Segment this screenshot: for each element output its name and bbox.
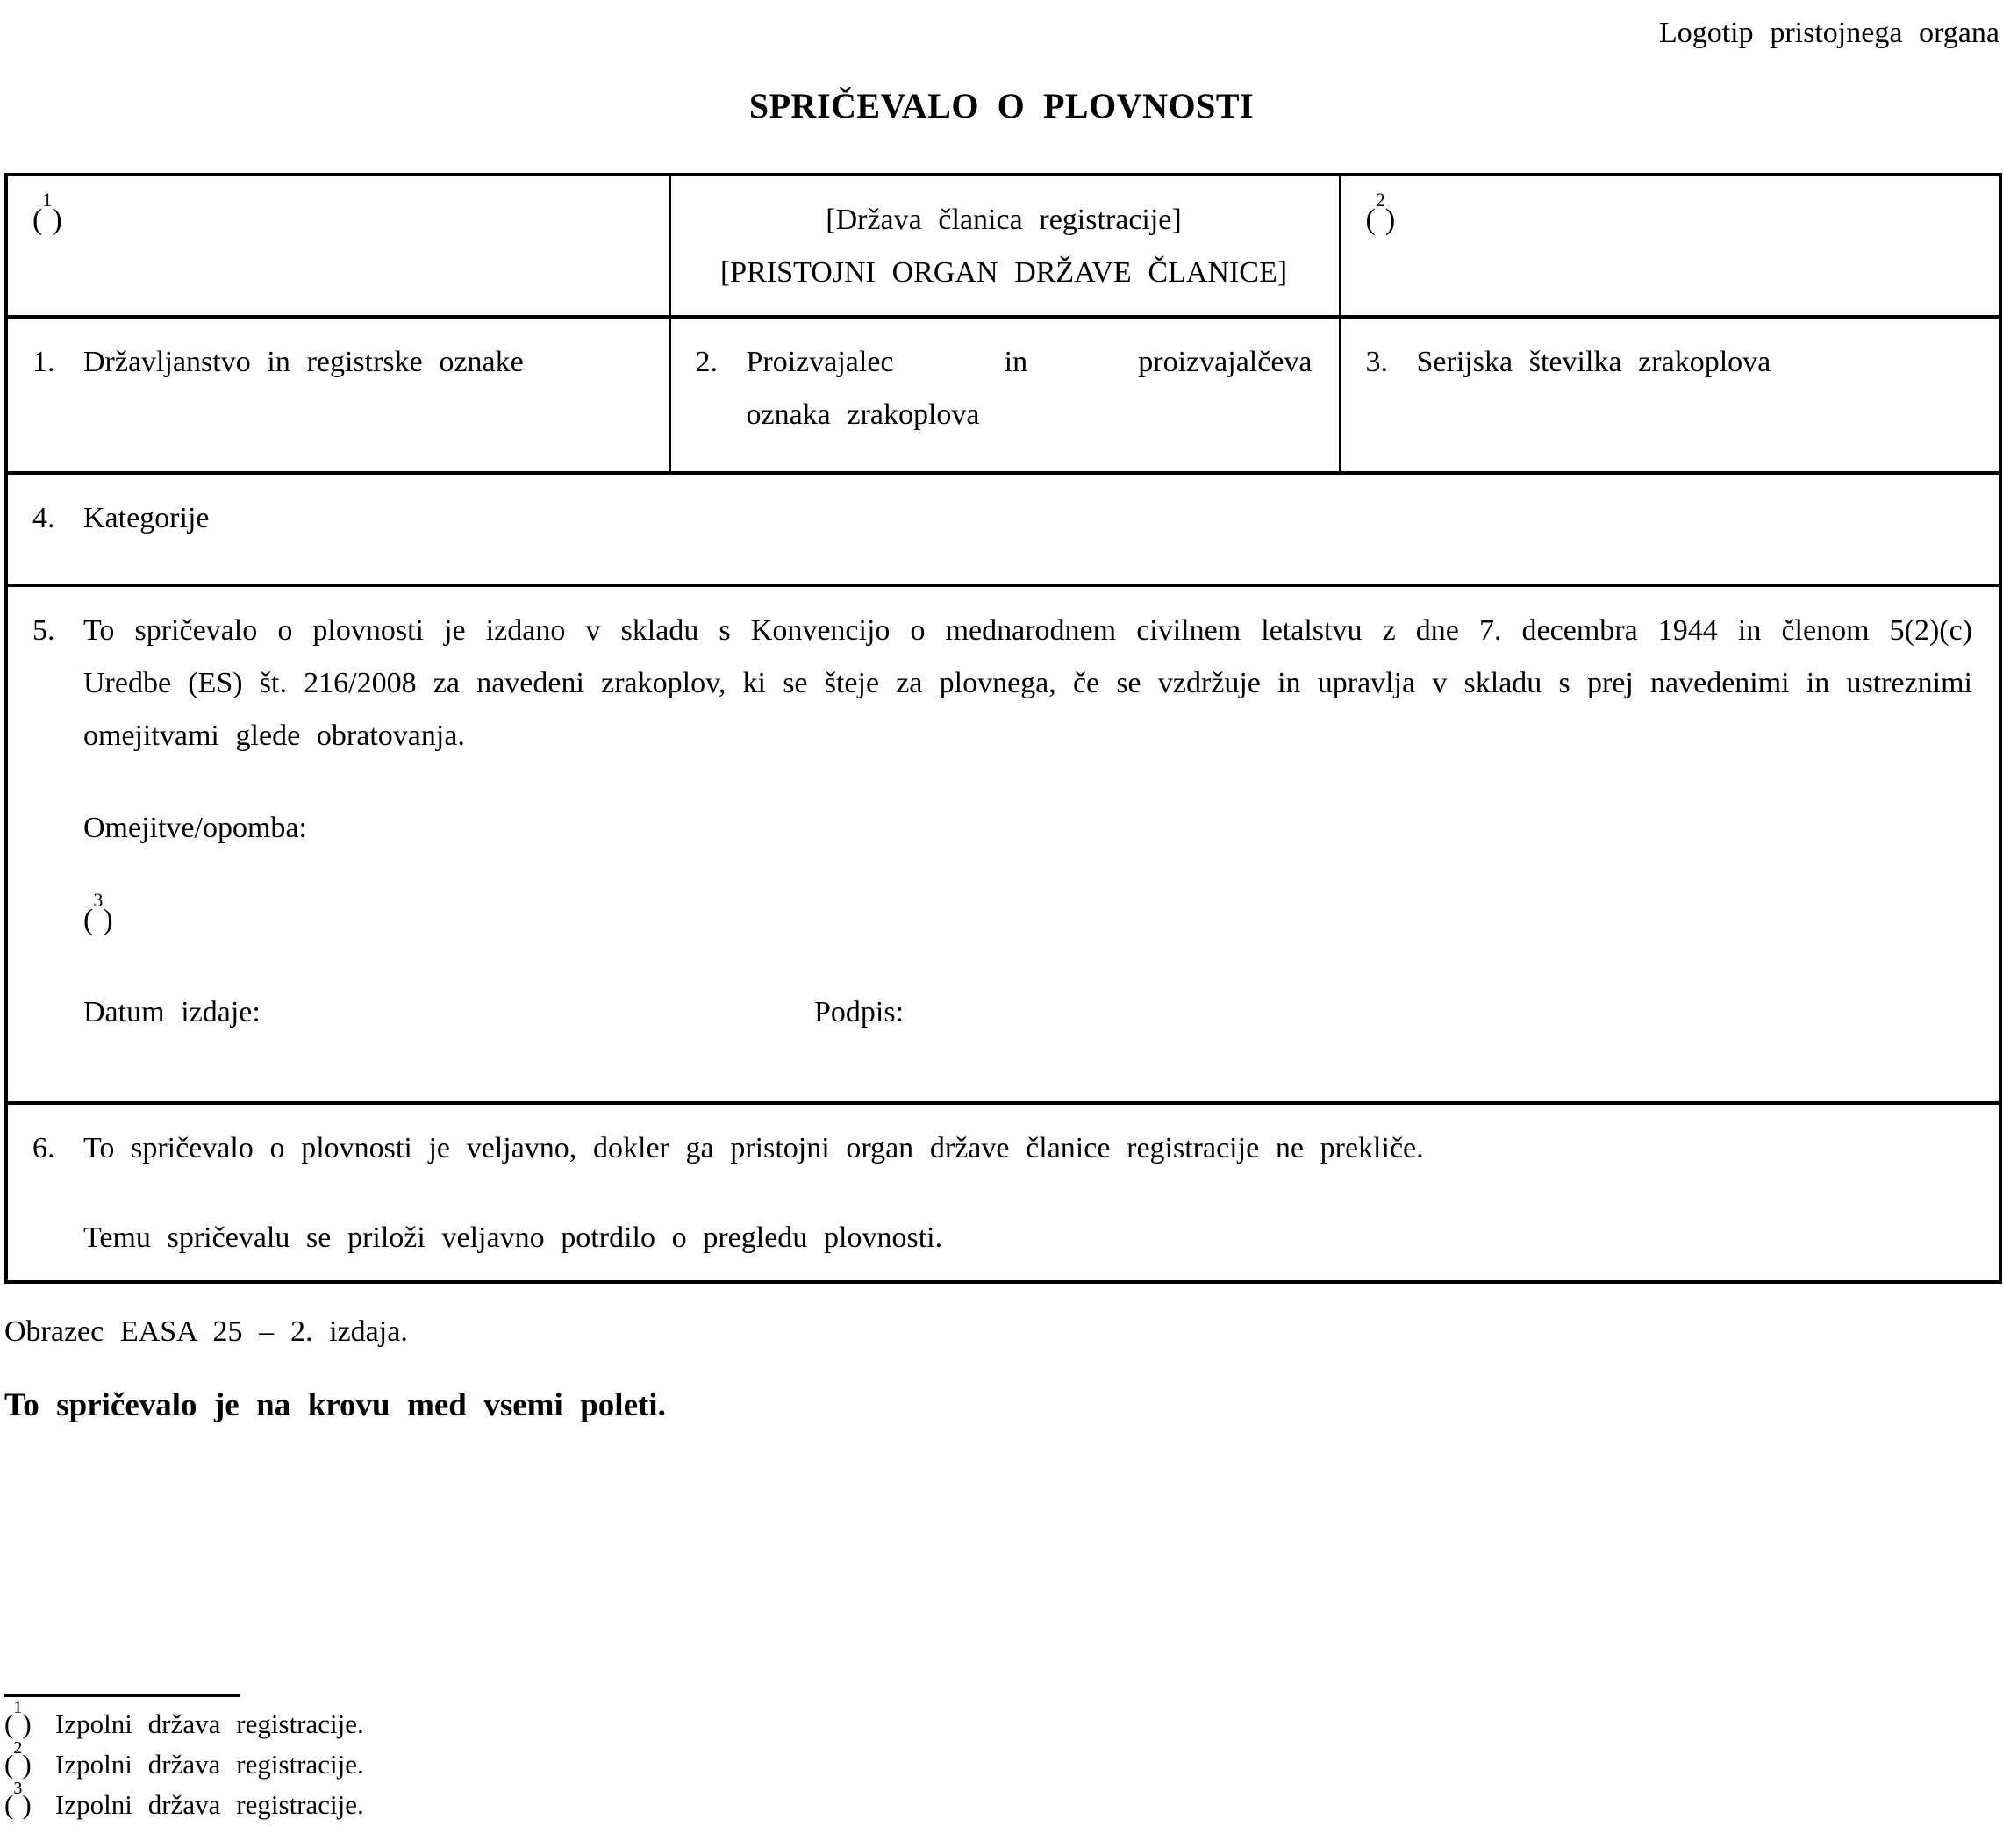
fnref-number: 2 xyxy=(1375,188,1385,211)
logo-placeholder-note: Logotip pristojnega organa xyxy=(1658,17,1999,49)
fnref-close: ) xyxy=(52,204,62,236)
table-row-items-1-3 xyxy=(6,317,2000,473)
footnote-3-text: Izpolni država registracije. xyxy=(55,1789,364,1820)
footnotes-section xyxy=(4,1697,1999,1825)
fnref-number: 1 xyxy=(42,188,53,211)
footnote-ref-3 xyxy=(83,888,1972,947)
footnote-3 xyxy=(4,1778,1999,1825)
date-of-issue-label: Datum izdaje: xyxy=(83,996,261,1028)
footnote-2 xyxy=(4,1737,1999,1785)
cell-item-3-serial-number xyxy=(1340,317,2000,473)
cell-item-4-categories xyxy=(6,473,2000,585)
cell-footnote-ref-1 xyxy=(6,175,669,317)
footnote-3-marker: ($^3$) xyxy=(4,1778,32,1820)
cell-item-5-issuance xyxy=(6,585,2000,1103)
table-row-header xyxy=(6,175,2000,317)
item-number: 2. xyxy=(695,346,718,378)
member-state-line: [Država članica registracije] xyxy=(826,204,1182,236)
cell-footnote-ref-2 xyxy=(1340,175,2000,317)
item-2-line-1: Proizvajalec in proizvajalčeva xyxy=(746,346,1313,378)
footnote-ref-1 xyxy=(32,188,62,236)
table-row-validity xyxy=(6,1103,2000,1282)
form-reference-line: Obrazec EASA 25 – 2. izdaja. xyxy=(4,1315,408,1348)
item-number: 4. xyxy=(32,502,55,534)
footnote-divider xyxy=(4,1694,240,1697)
table-row-categories xyxy=(6,473,2000,585)
onboard-statement: To spričevalo je na krovu med vsemi poleti. xyxy=(4,1387,666,1423)
item-number: 6. xyxy=(32,1132,55,1164)
item-5-text: To spričevalo o plovnosti je izdano v skladu s Konvencijo o mednarodnem civilnem letalstvu z dne 7. decembra 1944 in členom 5(2)(c) Uredbe (ES) št. 216/2008 za navedeni zrakoplov, ki se šteje za plovnega, če se vzdržuje in upravlja v skladu s prej navedenimi in ustreznimi omejitvami glede obratovanja. xyxy=(83,614,1972,752)
competent-authority-line: [PRISTOJNI ORGAN DRŽAVE ČLANICE] xyxy=(719,256,1288,289)
cell-item-2-manufacturer xyxy=(669,317,1340,473)
limitations-label: Omejitve/opomba: xyxy=(83,812,307,844)
date-signature-row xyxy=(83,986,1972,1039)
cell-item-6-validity xyxy=(6,1103,2000,1282)
item-number: 1. xyxy=(32,346,55,378)
cell-item-1-nationality xyxy=(6,317,669,473)
item-number: 5. xyxy=(32,614,55,647)
item-1-label: Državljanstvo in registrske oznake xyxy=(83,346,524,378)
item-4-label: Kategorije xyxy=(83,502,210,534)
item-number: 3. xyxy=(1365,346,1388,378)
item-3-label: Serijska številka zrakoplova xyxy=(1416,346,1771,378)
table-row-issuance xyxy=(6,585,2000,1103)
item-number-spacer xyxy=(32,1175,83,1264)
cell-registration-authority xyxy=(669,175,1340,317)
item-6-text: To spričevalo o plovnosti je veljavno, dokler ga pristojni organ države članice registracije ne prekliče. xyxy=(83,1132,1424,1164)
item-2-line-2: oznaka zrakoplova xyxy=(746,398,980,431)
fnref-open: ( xyxy=(1365,204,1376,236)
footnote-ref-2 xyxy=(1365,188,1396,236)
document-title: SPRIČEVALO O PLOVNOSTI xyxy=(748,86,1255,125)
footnote-2-marker: ($^2$) xyxy=(4,1737,32,1780)
footnote-1 xyxy=(4,1697,1999,1744)
footnote-2-text: Izpolni država registracije. xyxy=(55,1749,364,1780)
fnref-close: ) xyxy=(103,904,113,936)
fnref-close: ) xyxy=(1384,204,1396,236)
fnref-number: 3 xyxy=(93,888,104,911)
fnref-open: ( xyxy=(83,904,94,936)
item-6-text-2: Temu spričevalu se priloži veljavno potrdilo o pregledu plovnosti. xyxy=(83,1221,943,1254)
footnote-1-text: Izpolni država registracije. xyxy=(55,1708,364,1739)
certificate-table xyxy=(4,173,2002,1284)
signature-label: Podpis: xyxy=(814,996,905,1028)
fnref-open: ( xyxy=(32,204,43,236)
footnote-1-marker: ($^1$) xyxy=(4,1697,32,1739)
